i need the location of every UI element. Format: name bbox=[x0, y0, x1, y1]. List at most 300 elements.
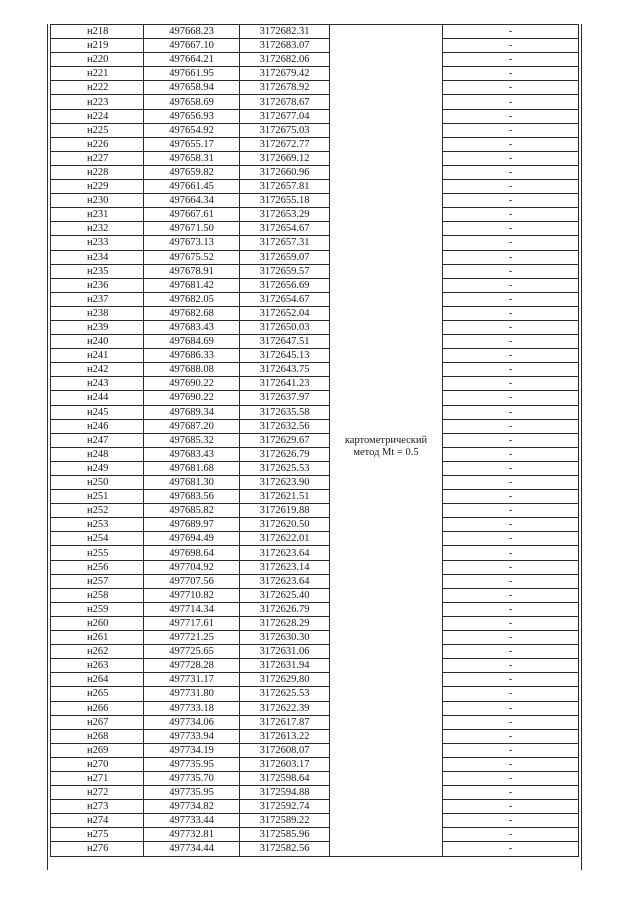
table-row bbox=[51, 81, 579, 95]
dash-cell: - bbox=[443, 574, 579, 588]
dash-cell: - bbox=[443, 391, 579, 405]
x-coordinate-cell: 497733.18 bbox=[144, 701, 240, 715]
y-coordinate-cell: 3172641.23 bbox=[240, 377, 330, 391]
x-coordinate-cell: 497734.82 bbox=[144, 800, 240, 814]
point-name-cell: н225 bbox=[51, 123, 144, 137]
dash-cell: - bbox=[443, 278, 579, 292]
y-coordinate-cell: 3172652.04 bbox=[240, 306, 330, 320]
point-name-cell: н227 bbox=[51, 151, 144, 165]
x-coordinate-cell: 497681.30 bbox=[144, 476, 240, 490]
dash-cell: - bbox=[443, 518, 579, 532]
x-coordinate-cell: 497678.91 bbox=[144, 264, 240, 278]
dash-cell: - bbox=[443, 560, 579, 574]
point-name-cell: н274 bbox=[51, 814, 144, 828]
point-name-cell: н221 bbox=[51, 67, 144, 81]
point-name-cell: н243 bbox=[51, 377, 144, 391]
x-coordinate-cell: 497671.50 bbox=[144, 222, 240, 236]
dash-cell: - bbox=[443, 419, 579, 433]
point-name-cell: н269 bbox=[51, 743, 144, 757]
point-name-cell: н255 bbox=[51, 546, 144, 560]
table-row bbox=[51, 137, 579, 151]
table-row bbox=[51, 433, 579, 447]
point-name-cell: н265 bbox=[51, 687, 144, 701]
dash-cell: - bbox=[443, 264, 579, 278]
x-coordinate-cell: 497683.56 bbox=[144, 490, 240, 504]
y-coordinate-cell: 3172675.03 bbox=[240, 123, 330, 137]
y-coordinate-cell: 3172626.79 bbox=[240, 447, 330, 461]
table-row bbox=[51, 39, 579, 53]
y-coordinate-cell: 3172653.29 bbox=[240, 208, 330, 222]
y-coordinate-cell: 3172655.18 bbox=[240, 194, 330, 208]
dash-cell: - bbox=[443, 673, 579, 687]
table-row bbox=[51, 645, 579, 659]
point-name-cell: н249 bbox=[51, 461, 144, 475]
point-name-cell: н226 bbox=[51, 137, 144, 151]
y-coordinate-cell: 3172598.64 bbox=[240, 771, 330, 785]
dash-cell: - bbox=[443, 236, 579, 250]
x-coordinate-cell: 497687.20 bbox=[144, 419, 240, 433]
point-name-cell: н219 bbox=[51, 39, 144, 53]
table-row bbox=[51, 490, 579, 504]
point-name-cell: н229 bbox=[51, 180, 144, 194]
point-name-cell: н248 bbox=[51, 447, 144, 461]
x-coordinate-cell: 497733.94 bbox=[144, 729, 240, 743]
y-coordinate-cell: 3172631.06 bbox=[240, 645, 330, 659]
point-name-cell: н228 bbox=[51, 165, 144, 179]
y-coordinate-cell: 3172682.31 bbox=[240, 25, 330, 39]
y-coordinate-cell: 3172645.13 bbox=[240, 349, 330, 363]
point-name-cell: н240 bbox=[51, 335, 144, 349]
dash-cell: - bbox=[443, 504, 579, 518]
point-name-cell: н246 bbox=[51, 419, 144, 433]
x-coordinate-cell: 497682.68 bbox=[144, 306, 240, 320]
y-coordinate-cell: 3172660.96 bbox=[240, 165, 330, 179]
point-name-cell: н237 bbox=[51, 292, 144, 306]
point-name-cell: н253 bbox=[51, 518, 144, 532]
x-coordinate-cell: 497661.45 bbox=[144, 180, 240, 194]
coordinates-table bbox=[50, 24, 579, 857]
dash-cell: - bbox=[443, 292, 579, 306]
x-coordinate-cell: 497658.94 bbox=[144, 81, 240, 95]
dash-cell: - bbox=[443, 461, 579, 475]
x-coordinate-cell: 497673.13 bbox=[144, 236, 240, 250]
x-coordinate-cell: 497734.44 bbox=[144, 842, 240, 856]
y-coordinate-cell: 3172657.81 bbox=[240, 180, 330, 194]
y-coordinate-cell: 3172657.31 bbox=[240, 236, 330, 250]
point-name-cell: н262 bbox=[51, 645, 144, 659]
method-cell-top bbox=[330, 25, 443, 39]
table-row bbox=[51, 771, 579, 785]
x-coordinate-cell: 497664.34 bbox=[144, 194, 240, 208]
y-coordinate-cell: 3172625.53 bbox=[240, 461, 330, 475]
table-row bbox=[51, 264, 579, 278]
x-coordinate-cell: 497725.65 bbox=[144, 645, 240, 659]
x-coordinate-cell: 497698.64 bbox=[144, 546, 240, 560]
y-coordinate-cell: 3172603.17 bbox=[240, 757, 330, 771]
point-name-cell: н224 bbox=[51, 109, 144, 123]
y-coordinate-cell: 3172682.06 bbox=[240, 53, 330, 67]
dash-cell: - bbox=[443, 828, 579, 842]
y-coordinate-cell: 3172619.88 bbox=[240, 504, 330, 518]
y-coordinate-cell: 3172592.74 bbox=[240, 800, 330, 814]
dash-cell: - bbox=[443, 306, 579, 320]
x-coordinate-cell: 497689.97 bbox=[144, 518, 240, 532]
x-coordinate-cell: 497681.68 bbox=[144, 461, 240, 475]
table-row bbox=[51, 461, 579, 475]
table-row bbox=[51, 335, 579, 349]
table-row bbox=[51, 391, 579, 405]
x-coordinate-cell: 497682.05 bbox=[144, 292, 240, 306]
y-coordinate-cell: 3172654.67 bbox=[240, 292, 330, 306]
table-row bbox=[51, 659, 579, 673]
table-row bbox=[51, 476, 579, 490]
table-row bbox=[51, 292, 579, 306]
method-accuracy: метод Mt = 0.5 bbox=[353, 447, 419, 459]
y-coordinate-cell: 3172659.07 bbox=[240, 250, 330, 264]
x-coordinate-cell: 497685.82 bbox=[144, 504, 240, 518]
dash-cell: - bbox=[443, 631, 579, 645]
point-name-cell: н251 bbox=[51, 490, 144, 504]
dash-cell: - bbox=[443, 771, 579, 785]
table-row bbox=[51, 363, 579, 377]
dash-cell: - bbox=[443, 335, 579, 349]
table-row bbox=[51, 814, 579, 828]
point-name-cell: н258 bbox=[51, 588, 144, 602]
dash-cell: - bbox=[443, 25, 579, 39]
point-name-cell: н254 bbox=[51, 532, 144, 546]
table-row bbox=[51, 151, 579, 165]
y-coordinate-cell: 3172620.50 bbox=[240, 518, 330, 532]
point-name-cell: н271 bbox=[51, 771, 144, 785]
point-name-cell: н276 bbox=[51, 842, 144, 856]
y-coordinate-cell: 3172628.29 bbox=[240, 616, 330, 630]
dash-cell: - bbox=[443, 405, 579, 419]
dash-cell: - bbox=[443, 616, 579, 630]
y-coordinate-cell: 3172672.77 bbox=[240, 137, 330, 151]
x-coordinate-cell: 497690.22 bbox=[144, 391, 240, 405]
point-name-cell: н234 bbox=[51, 250, 144, 264]
table-row bbox=[51, 574, 579, 588]
dash-cell: - bbox=[443, 757, 579, 771]
x-coordinate-cell: 497734.06 bbox=[144, 715, 240, 729]
point-name-cell: н275 bbox=[51, 828, 144, 842]
right-margin-line bbox=[581, 24, 582, 870]
table-row bbox=[51, 757, 579, 771]
x-coordinate-cell: 497681.42 bbox=[144, 278, 240, 292]
method-cell bbox=[330, 39, 443, 856]
y-coordinate-cell: 3172630.30 bbox=[240, 631, 330, 645]
y-coordinate-cell: 3172617.87 bbox=[240, 715, 330, 729]
x-coordinate-cell: 497714.34 bbox=[144, 602, 240, 616]
point-name-cell: н261 bbox=[51, 631, 144, 645]
y-coordinate-cell: 3172589.22 bbox=[240, 814, 330, 828]
dash-cell: - bbox=[443, 476, 579, 490]
table-row bbox=[51, 306, 579, 320]
point-name-cell: н220 bbox=[51, 53, 144, 67]
y-coordinate-cell: 3172678.92 bbox=[240, 81, 330, 95]
y-coordinate-cell: 3172622.01 bbox=[240, 532, 330, 546]
table-row bbox=[51, 842, 579, 856]
x-coordinate-cell: 497728.28 bbox=[144, 659, 240, 673]
y-coordinate-cell: 3172659.57 bbox=[240, 264, 330, 278]
dash-cell: - bbox=[443, 320, 579, 334]
table-row bbox=[51, 546, 579, 560]
table-row bbox=[51, 560, 579, 574]
point-name-cell: н233 bbox=[51, 236, 144, 250]
table-row bbox=[51, 419, 579, 433]
dash-cell: - bbox=[443, 490, 579, 504]
table-row bbox=[51, 180, 579, 194]
dash-cell: - bbox=[443, 800, 579, 814]
y-coordinate-cell: 3172623.90 bbox=[240, 476, 330, 490]
point-name-cell: н256 bbox=[51, 560, 144, 574]
table-row bbox=[51, 95, 579, 109]
point-name-cell: н257 bbox=[51, 574, 144, 588]
dash-cell: - bbox=[443, 363, 579, 377]
table-row bbox=[51, 123, 579, 137]
dash-cell: - bbox=[443, 786, 579, 800]
x-coordinate-cell: 497735.70 bbox=[144, 771, 240, 785]
y-coordinate-cell: 3172650.03 bbox=[240, 320, 330, 334]
point-name-cell: н273 bbox=[51, 800, 144, 814]
dash-cell: - bbox=[443, 447, 579, 461]
table-row bbox=[51, 53, 579, 67]
x-coordinate-cell: 497710.82 bbox=[144, 588, 240, 602]
point-name-cell: н223 bbox=[51, 95, 144, 109]
y-coordinate-cell: 3172594.88 bbox=[240, 786, 330, 800]
x-coordinate-cell: 497731.17 bbox=[144, 673, 240, 687]
y-coordinate-cell: 3172678.67 bbox=[240, 95, 330, 109]
y-coordinate-cell: 3172622.39 bbox=[240, 701, 330, 715]
dash-cell: - bbox=[443, 602, 579, 616]
dash-cell: - bbox=[443, 842, 579, 856]
dash-cell: - bbox=[443, 377, 579, 391]
table-row bbox=[51, 588, 579, 602]
point-name-cell: н242 bbox=[51, 363, 144, 377]
dash-cell: - bbox=[443, 39, 579, 53]
point-name-cell: н222 bbox=[51, 81, 144, 95]
x-coordinate-cell: 497731.80 bbox=[144, 687, 240, 701]
point-name-cell: н270 bbox=[51, 757, 144, 771]
point-name-cell: н238 bbox=[51, 306, 144, 320]
point-name-cell: н267 bbox=[51, 715, 144, 729]
x-coordinate-cell: 497664.21 bbox=[144, 53, 240, 67]
x-coordinate-cell: 497707.56 bbox=[144, 574, 240, 588]
method-label: картометрический bbox=[344, 435, 428, 447]
dash-cell: - bbox=[443, 109, 579, 123]
point-name-cell: н264 bbox=[51, 673, 144, 687]
x-coordinate-cell: 497658.31 bbox=[144, 151, 240, 165]
y-coordinate-cell: 3172629.67 bbox=[240, 433, 330, 447]
table-row bbox=[51, 320, 579, 334]
table-row bbox=[51, 701, 579, 715]
dash-cell: - bbox=[443, 95, 579, 109]
y-coordinate-cell: 3172677.04 bbox=[240, 109, 330, 123]
x-coordinate-cell: 497683.43 bbox=[144, 320, 240, 334]
x-coordinate-cell: 497654.92 bbox=[144, 123, 240, 137]
table-row bbox=[51, 208, 579, 222]
y-coordinate-cell: 3172625.40 bbox=[240, 588, 330, 602]
table-row bbox=[51, 194, 579, 208]
table-row bbox=[51, 222, 579, 236]
dash-cell: - bbox=[443, 165, 579, 179]
point-name-cell: н250 bbox=[51, 476, 144, 490]
y-coordinate-cell: 3172585.96 bbox=[240, 828, 330, 842]
dash-cell: - bbox=[443, 532, 579, 546]
dash-cell: - bbox=[443, 151, 579, 165]
table-row bbox=[51, 729, 579, 743]
x-coordinate-cell: 497735.95 bbox=[144, 757, 240, 771]
x-coordinate-cell: 497675.52 bbox=[144, 250, 240, 264]
table-row bbox=[51, 278, 579, 292]
dash-cell: - bbox=[443, 194, 579, 208]
table-row bbox=[51, 250, 579, 264]
dash-cell: - bbox=[443, 729, 579, 743]
table-row bbox=[51, 602, 579, 616]
x-coordinate-cell: 497658.69 bbox=[144, 95, 240, 109]
dash-cell: - bbox=[443, 659, 579, 673]
dash-cell: - bbox=[443, 743, 579, 757]
table-row bbox=[51, 828, 579, 842]
y-coordinate-cell: 3172637.97 bbox=[240, 391, 330, 405]
table-row bbox=[51, 786, 579, 800]
dash-cell: - bbox=[443, 137, 579, 151]
dash-cell: - bbox=[443, 53, 579, 67]
table-row bbox=[51, 67, 579, 81]
table-row bbox=[51, 518, 579, 532]
point-name-cell: н266 bbox=[51, 701, 144, 715]
table-row bbox=[51, 687, 579, 701]
dash-cell: - bbox=[443, 81, 579, 95]
y-coordinate-cell: 3172625.53 bbox=[240, 687, 330, 701]
y-coordinate-cell: 3172635.58 bbox=[240, 405, 330, 419]
y-coordinate-cell: 3172632.56 bbox=[240, 419, 330, 433]
y-coordinate-cell: 3172582.56 bbox=[240, 842, 330, 856]
dash-cell: - bbox=[443, 715, 579, 729]
dash-cell: - bbox=[443, 701, 579, 715]
dash-cell: - bbox=[443, 588, 579, 602]
x-coordinate-cell: 497704.92 bbox=[144, 560, 240, 574]
table-row bbox=[51, 800, 579, 814]
dash-cell: - bbox=[443, 349, 579, 363]
y-coordinate-cell: 3172643.75 bbox=[240, 363, 330, 377]
x-coordinate-cell: 497686.33 bbox=[144, 349, 240, 363]
point-name-cell: н230 bbox=[51, 194, 144, 208]
table-row bbox=[51, 715, 579, 729]
point-name-cell: н260 bbox=[51, 616, 144, 630]
table-row bbox=[51, 616, 579, 630]
dash-cell: - bbox=[443, 123, 579, 137]
y-coordinate-cell: 3172631.94 bbox=[240, 659, 330, 673]
x-coordinate-cell: 497655.17 bbox=[144, 137, 240, 151]
x-coordinate-cell: 497733.44 bbox=[144, 814, 240, 828]
point-name-cell: н272 bbox=[51, 786, 144, 800]
y-coordinate-cell: 3172626.79 bbox=[240, 602, 330, 616]
x-coordinate-cell: 497667.61 bbox=[144, 208, 240, 222]
point-name-cell: н232 bbox=[51, 222, 144, 236]
table-row bbox=[51, 236, 579, 250]
y-coordinate-cell: 3172669.12 bbox=[240, 151, 330, 165]
dash-cell: - bbox=[443, 67, 579, 81]
x-coordinate-cell: 497661.95 bbox=[144, 67, 240, 81]
table-row bbox=[51, 532, 579, 546]
table-row bbox=[51, 25, 579, 39]
dash-cell: - bbox=[443, 645, 579, 659]
point-name-cell: н252 bbox=[51, 504, 144, 518]
point-name-cell: н247 bbox=[51, 433, 144, 447]
dash-cell: - bbox=[443, 433, 579, 447]
y-coordinate-cell: 3172621.51 bbox=[240, 490, 330, 504]
coordinates-table-body bbox=[51, 25, 579, 857]
x-coordinate-cell: 497690.22 bbox=[144, 377, 240, 391]
y-coordinate-cell: 3172629.80 bbox=[240, 673, 330, 687]
y-coordinate-cell: 3172656.69 bbox=[240, 278, 330, 292]
x-coordinate-cell: 497734.19 bbox=[144, 743, 240, 757]
x-coordinate-cell: 497689.34 bbox=[144, 405, 240, 419]
x-coordinate-cell: 497694.49 bbox=[144, 532, 240, 546]
dash-cell: - bbox=[443, 250, 579, 264]
y-coordinate-cell: 3172623.14 bbox=[240, 560, 330, 574]
left-margin-line bbox=[47, 24, 48, 870]
table-row bbox=[51, 165, 579, 179]
point-name-cell: н268 bbox=[51, 729, 144, 743]
point-name-cell: н235 bbox=[51, 264, 144, 278]
x-coordinate-cell: 497721.25 bbox=[144, 631, 240, 645]
x-coordinate-cell: 497667.10 bbox=[144, 39, 240, 53]
point-name-cell: н239 bbox=[51, 320, 144, 334]
point-name-cell: н244 bbox=[51, 391, 144, 405]
table-row bbox=[51, 631, 579, 645]
point-name-cell: н218 bbox=[51, 25, 144, 39]
table-row bbox=[51, 377, 579, 391]
y-coordinate-cell: 3172613.22 bbox=[240, 729, 330, 743]
x-coordinate-cell: 497717.61 bbox=[144, 616, 240, 630]
x-coordinate-cell: 497659.82 bbox=[144, 165, 240, 179]
table-row bbox=[51, 405, 579, 419]
x-coordinate-cell: 497656.93 bbox=[144, 109, 240, 123]
point-name-cell: н231 bbox=[51, 208, 144, 222]
dash-cell: - bbox=[443, 687, 579, 701]
table-row bbox=[51, 673, 579, 687]
point-name-cell: н241 bbox=[51, 349, 144, 363]
method-text bbox=[336, 435, 436, 459]
point-name-cell: н259 bbox=[51, 602, 144, 616]
point-name-cell: н263 bbox=[51, 659, 144, 673]
dash-cell: - bbox=[443, 814, 579, 828]
dash-cell: - bbox=[443, 180, 579, 194]
table-row bbox=[51, 743, 579, 757]
x-coordinate-cell: 497684.69 bbox=[144, 335, 240, 349]
table-row bbox=[51, 109, 579, 123]
x-coordinate-cell: 497688.08 bbox=[144, 363, 240, 377]
x-coordinate-cell: 497685.32 bbox=[144, 433, 240, 447]
y-coordinate-cell: 3172654.67 bbox=[240, 222, 330, 236]
x-coordinate-cell: 497668.23 bbox=[144, 25, 240, 39]
table-row bbox=[51, 504, 579, 518]
point-name-cell: н245 bbox=[51, 405, 144, 419]
x-coordinate-cell: 497735.95 bbox=[144, 786, 240, 800]
x-coordinate-cell: 497732.81 bbox=[144, 828, 240, 842]
dash-cell: - bbox=[443, 208, 579, 222]
y-coordinate-cell: 3172683.07 bbox=[240, 39, 330, 53]
point-name-cell: н236 bbox=[51, 278, 144, 292]
dash-cell: - bbox=[443, 222, 579, 236]
table-row bbox=[51, 447, 579, 461]
y-coordinate-cell: 3172623.64 bbox=[240, 574, 330, 588]
y-coordinate-cell: 3172647.51 bbox=[240, 335, 330, 349]
y-coordinate-cell: 3172608.07 bbox=[240, 743, 330, 757]
y-coordinate-cell: 3172623.64 bbox=[240, 546, 330, 560]
